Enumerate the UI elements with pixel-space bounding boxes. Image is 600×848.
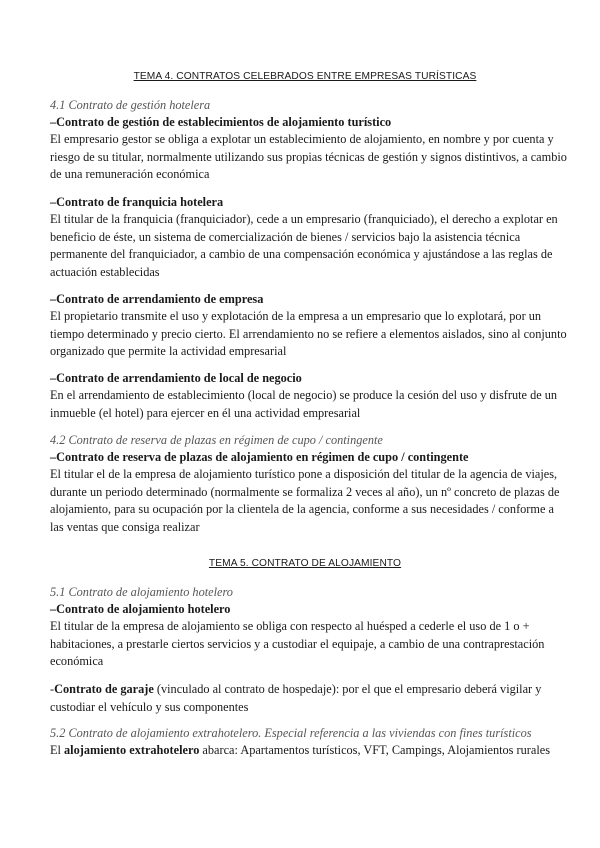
tema-4-title: TEMA 4. CONTRATOS CELEBRADOS ENTRE EMPRESAS TURÍSTICAS [133,71,477,82]
tema-5-title: TEMA 5. CONTRATO DE ALOJAMIENTO [208,558,402,569]
garaje-dash: - [50,682,55,696]
extra-text-pre: El [50,743,65,757]
extra-bold-term: alojamiento extrahotelero [64,743,200,757]
section-5-1-title: 5.1 Contrato de alojamiento hotelero [50,585,233,599]
extra-text-rest: abarca: Apartamentos turísticos, VFT, Campings, Alojamientos rurales [199,743,550,757]
heading-arrendamiento-empresa: –Contrato de arrendamiento de empresa [50,292,264,306]
section-5-2-title: 5.2 Contrato de alojamiento extrahotelero. Especial referencia a las viviendas con fines turísticos [50,726,532,740]
heading-contrato-franquicia: –Contrato de franquicia hotelera [50,195,224,209]
heading-reserva-plazas: –Contrato de reserva de plazas de alojamiento en régimen de cupo / contingente [50,450,469,464]
garaje-heading: Contrato de garaje [54,682,154,696]
heading-arrendamiento-local: –Contrato de arrendamiento de local de negocio [50,371,302,385]
paragraph-arrendamiento-empresa: El propietario transmite el uso y explotación de la empresa a un empresario que lo explotará, por un tiempo determinado y precio cierto. El arrendamiento no se refiere a elementos aislados, sino al conjunto organizado que permite la actividad empresarial [50,309,567,359]
paragraph-contrato-garaje [50,681,570,716]
section-4-2-title: 4.2 Contrato de reserva de plazas en régimen de cupo / contingente [50,433,383,447]
paragraph-alojamiento-extrahotelero [50,742,570,760]
paragraph-arrendamiento-local: En el arrendamiento de establecimiento (local de negocio) se produce la cesión del uso y disfrute de un inmueble (el hotel) para ejercer en él una actividad empresarial [50,388,558,420]
paragraph-alojamiento-hotelero: El titular de la empresa de alojamiento se obliga con respecto al huésped a cederle el uso de 1 o + habitaciones, a prestarle ciertos servicios y a custodiar el equipaje, a cambio de una contraprestación económica [50,619,545,669]
paragraph-contrato-gestion: El empresario gestor se obliga a explotar un establecimiento de alojamiento, en nombre y por cuenta y riesgo de su titular, normalmente utilizando sus propias técnicas de gestión y signos distintivos, a cambio de una remuneración económica [50,132,567,182]
paragraph-contrato-franquicia: El titular de la franquicia (franquiciador), cede a un empresario (franquiciado), el derecho a explotar en beneficio de éste, un sistema de comercialización de bienes / servicios bajo la asistencia técnica permanente del franquiciador, a cambio de una compensación económica y ajustándose a las reglas de actuación establecidas [50,212,558,279]
heading-alojamiento-hotelero: –Contrato de alojamiento hotelero [50,602,231,616]
section-4-1-title: 4.1 Contrato de gestión hotelera [50,98,211,112]
garaje-text: (vinculado al contrato de hospedaje): por el que el empresario deberá vigilar y custodiar el vehículo y sus componentes [50,682,542,714]
paragraph-reserva-plazas: El titular el de la empresa de alojamiento turístico pone a disposición del titular de la agencia de viajes, durante un periodo determinado (normalmente se formaliza 2 veces al año), un nº concreto de plazas de alojamiento, para su ocupación por la clientela de la agencia, conforme a sus necesidades / conforme a las ventas que consiga realizar [50,467,560,534]
heading-contrato-gestion: –Contrato de gestión de establecimientos de alojamiento turístico [50,115,392,129]
